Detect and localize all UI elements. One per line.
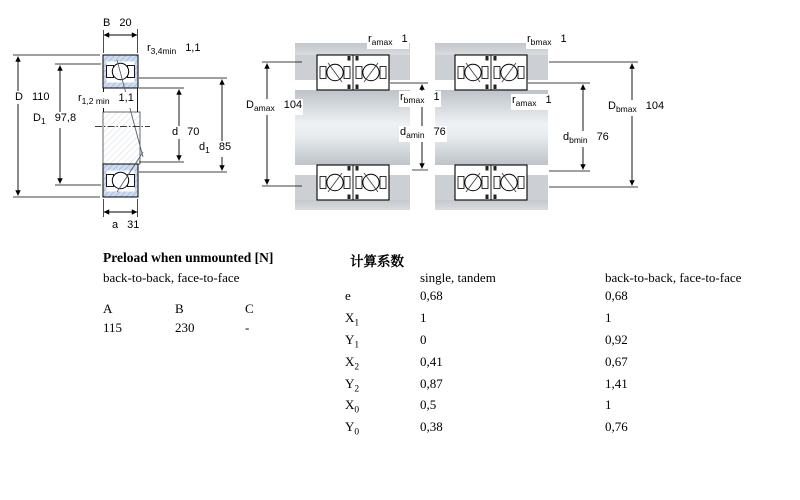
preload-col-header: A (103, 301, 113, 316)
factor-value-btb: 1 (605, 397, 612, 413)
dim-label-a: a 31 (112, 219, 140, 231)
dim-label-d: d 70 (172, 126, 200, 138)
factor-value-single: 0,68 (420, 288, 443, 303)
factor-label: e (345, 288, 351, 303)
factor-value-single: 0,41 (420, 353, 443, 369)
preload-value: 230 (175, 320, 195, 335)
preload-table-subtitle: back-to-back, face-to-face (103, 270, 240, 285)
dim-label-r34min: $r_{3,4min}$ 1,1 (147, 42, 201, 57)
dim-label-B: B 20 (103, 17, 132, 29)
dim-label-D1: $D_1$ 97,8 (33, 112, 77, 127)
dim-label-rbmax-f3: $r_{bmax}$ 1 (527, 33, 567, 48)
face-to-face-arrangement-figure (435, 43, 638, 210)
factor-value-btb: 0,67 (605, 353, 628, 369)
factor-value-single: 0,38 (420, 419, 443, 435)
factor-value-single: 0,87 (420, 375, 443, 391)
dim-label-damin: $d_{amin}$ 76 (400, 126, 446, 141)
housing-bottom-bar (435, 199, 548, 210)
dim-label-ramax-f3: $r_{amax}$ 1 (512, 94, 552, 109)
calculation-factors-table (345, 250, 795, 438)
preload-table-title: Preload when unmounted [N] (103, 250, 274, 265)
shaft-spacer-block (103, 112, 140, 164)
factor-value-btb: 1,41 (605, 375, 628, 391)
factor-value-btb: 0,92 (605, 331, 628, 347)
dim-label-dbmin: $d_{bmin}$ 76 (563, 131, 609, 146)
factor-value-btb: 1 (605, 309, 612, 325)
dim-label-Dbmax: $D_{bmax}$ 104 (608, 100, 665, 115)
dim-label-Damax: $D_{amax}$ 104 (246, 99, 303, 114)
factors-col-header-single: single, tandem (420, 270, 496, 285)
dim-label-ramax-f2: $r_{amax}$ 1 (368, 33, 408, 48)
factors-col-header-btb: back-to-back, face-to-face (605, 270, 742, 285)
factor-label: $Y_1$ (345, 331, 360, 351)
factor-label: $X_0$ (345, 397, 360, 417)
preload-table (103, 250, 285, 336)
factor-value-single: 0,5 (420, 397, 437, 413)
factor-label: $X_1$ (345, 309, 360, 329)
dim-label-D: D 110 (15, 91, 50, 103)
factor-value-btb: 0,68 (605, 288, 628, 303)
preload-value: 115 (103, 320, 123, 335)
preload-value: - (245, 320, 250, 335)
bearing-cross-section-figure (95, 55, 150, 197)
dim-label-d1: $d_1$ 85 (199, 141, 232, 156)
housing-bottom-bar (295, 199, 410, 210)
preload-col-header: B (175, 301, 184, 316)
factor-value-single: 1 (420, 309, 427, 325)
dim-label-rbmax-f2: $r_{bmax}$ 1 (400, 91, 440, 106)
factor-label: $Y_2$ (345, 375, 360, 395)
factor-label: $Y_0$ (345, 419, 360, 438)
dim-label-r12min: $r_{1,2 min}$ 1,1 (78, 92, 134, 107)
factor-label: $X_2$ (345, 353, 360, 373)
factor-value-single: 0 (420, 331, 427, 347)
preload-col-header: C (245, 301, 254, 316)
factor-value-btb: 0,76 (605, 419, 628, 435)
shaft-block (295, 90, 410, 165)
factors-table-title: 计算系数 (350, 254, 404, 269)
